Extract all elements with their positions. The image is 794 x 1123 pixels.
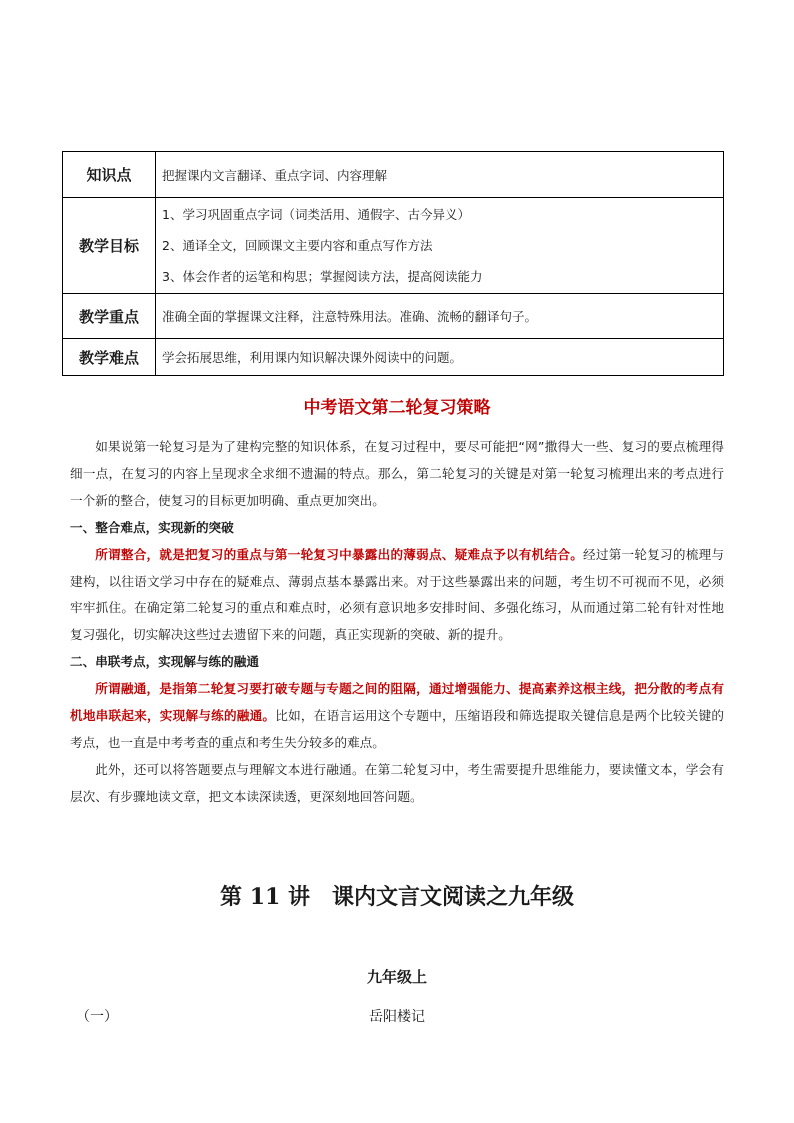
paragraph-integration-text: 经过第一轮复习的梳理与建构，以往语文学习中存在的疑难点、薄弱点基本暴露出来。对于这些暴露出来的问题，考生切不可视而不见，必须牢牢抓住。在确定第二轮复习的重点和难点时，必须有意识地多安排时间、多强化练习，从而通过第二轮有针对性地复习强化，切实解决这些过去遗留下来的问题，真正实现新的突破、新的提升。 <box>70 546 725 643</box>
strategy-intro: 如果说第一轮复习是为了建构完整的知识体系，在复习过程中，要尽可能把“网”撒得大一些、复习的要点梳理得细一点，在复习的内容上呈现求全求细不遗漏的特点。那么，第二轮复习的关键是对第一轮复习梳理出来的考点进行一个新的整合，使复习的目标更加明确、重点更加突出。 <box>70 439 724 508</box>
goal-line-2: 2、通译全文，回顾课文主要内容和重点写作方法 <box>162 238 433 253</box>
strategy-body <box>70 434 724 811</box>
row-label-knowledge: 知识点 <box>63 152 156 198</box>
goal-line-3: 3、体会作者的运笔和构思；掌握阅读方法，提高阅读能力 <box>162 269 483 284</box>
part-label: （一） <box>76 1009 118 1025</box>
paragraph-additional: 此外，还可以将答题要点与理解文本进行融通。在第二轮复习中，考生需要提升思维能力，要读懂文本，学会有层次、有步骤地读文章，把文本读深读透，更深刻地回答问题。 <box>70 761 724 804</box>
paragraph-fusion-text: 比如，在语言运用这个专题中，压缩语段和筛选提取关键信息是两个比较关键的考点，也一直是中考考查的重点和考生失分较多的难点。 <box>70 708 724 750</box>
table-row <box>63 152 724 198</box>
row-content-difficulties: 学会拓展思维，利用课内知识解决课外阅读中的问题。 <box>156 339 724 376</box>
paragraph-fusion <box>70 676 724 757</box>
table-row <box>63 198 724 294</box>
row-label-key-points: 教学重点 <box>63 294 156 339</box>
row-content-knowledge: 把握课内文言翻译、重点字词、内容理解 <box>156 152 724 198</box>
lecture-title: 第 11 讲 课内文言文阅读之九年级 <box>220 884 574 910</box>
lesson-info-table <box>62 151 724 376</box>
goal-line-1: 1、学习巩固重点字词（词类活用、通假字、古今异义） <box>162 207 470 222</box>
highlight-fusion: 所谓融通，是指第二轮复习要打破专题与专题之间的阻隔，通过增强能力、提高素养这根主线，把分散的考点有机地串联起来，实现解与练的融通。 <box>70 681 724 724</box>
table-row <box>63 294 724 339</box>
paragraph-integration <box>70 542 724 650</box>
section-heading-2: 二、串联考点，实现解与练的融通 <box>70 654 259 670</box>
table-row <box>63 339 724 376</box>
row-label-difficulties: 教学难点 <box>63 339 156 376</box>
strategy-title: 中考语文第二轮复习策略 <box>303 398 491 418</box>
grade-title: 九年级上 <box>366 968 427 986</box>
highlight-integration: 所谓整合，就是把复习的重点与第一轮复习中暴露出的薄弱点、疑难点予以有机结合。 <box>95 546 584 562</box>
row-content-key-points: 准确全面的掌握课文注释，注意特殊用法。准确、流畅的翻译句子。 <box>156 294 724 339</box>
article-title: 岳阳楼记 <box>369 1009 425 1025</box>
section-heading-1: 一、整合难点，实现新的突破 <box>70 519 234 535</box>
row-content-goals <box>156 198 724 294</box>
row-label-goals: 教学目标 <box>63 198 156 294</box>
